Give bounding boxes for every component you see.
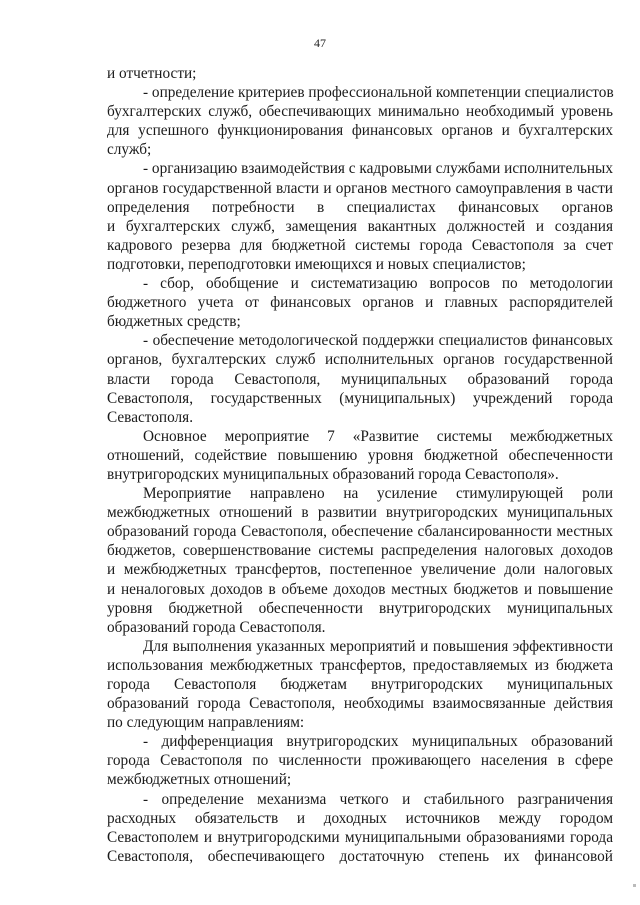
text-line: органов государственной власти и органов местного самоуправления в части (107, 179, 613, 197)
text-line: - обеспечение методологической поддержки специалистов финансовых (143, 332, 613, 350)
text-line: Севастополем и внутригородскими муниципальными образованиями города (107, 828, 613, 846)
text-line: Основное мероприятие 7 «Развитие системы межбюджетных (143, 427, 613, 445)
text-line: служб; (107, 141, 152, 159)
text-line: органов, бухгалтерских служб исполнительных органов государственной (107, 351, 613, 369)
text-line: определения потребности в специалистах финансовых органов (107, 198, 613, 216)
text-line: по следующим направлениям: (107, 714, 305, 732)
text-line: и бухгалтерских служб, замещения вакантных должностей и создания (107, 217, 613, 235)
text-line: бухгалтерских служб, обеспечивающих минимально необходимый уровень (107, 103, 613, 121)
text-line: и отчетности; (107, 65, 197, 82)
text-line: Для выполнения указанных мероприятий и повышения эффективности (143, 637, 613, 655)
text-line: образований города Севастополя. (107, 618, 326, 636)
text-line: Севастополя. (107, 408, 194, 426)
text-line: межбюджетных отношений в развитии внутригородских муниципальных (107, 504, 613, 522)
text-line: - определение критериев профессиональной компетенции специалистов (143, 84, 614, 102)
text-line: образований города Севастополя, необходимы взаимосвязанные действия (107, 695, 613, 713)
text-line: Мероприятие направлено на усиление стимулирующей роли (143, 485, 613, 503)
text-line: Севастополя, государственных (муниципальных) учреждений города (107, 389, 613, 407)
text-line: Севастополя, обеспечивающего достаточную степень их финансовой (107, 847, 613, 865)
text-line: - дифференциация внутригородских муниципальных образований (143, 733, 613, 751)
scan-artifact (633, 884, 636, 887)
text-line: межбюджетных отношений; (107, 771, 292, 789)
text-line: внутригородских муниципальных образований города Севастополя». (107, 465, 559, 483)
text-line: использования межбюджетных трансфертов, предоставляемых из бюджета (107, 656, 613, 674)
text-line: бюджетов, совершенствование системы распределения налоговых доходов (107, 542, 613, 560)
text-line: власти города Севастополя, муниципальных образований города (107, 370, 613, 388)
page-number: 47 (314, 36, 326, 50)
text-line: - сбор, обобщение и систематизацию вопросов по методологии (143, 275, 613, 293)
text-line: подготовки, переподготовки имеющихся и новых специалистов; (107, 255, 526, 273)
text-line: для успешного функционирования финансовых органов и бухгалтерских (107, 122, 613, 140)
text-line: отношений, содействие повышению уровня бюджетной обеспеченности (107, 446, 613, 464)
text-line: уровня бюджетной обеспеченности внутригородских муниципальных (107, 599, 613, 617)
document-body (107, 64, 613, 866)
text-line: расходных обязательств и доходных источников между городом (107, 809, 613, 827)
text-line: кадрового резерва для бюджетной системы города Севастополя за счет (107, 236, 613, 254)
text-line: города Севастополя бюджетам внутригородских муниципальных (107, 676, 613, 693)
text-line: бюджетного учета от финансовых органов и главных распорядителей (107, 294, 613, 312)
text-line: - определение механизма четкого и стабильного разграничения (143, 790, 613, 808)
text-line: и неналоговых доходов в объеме доходов местных бюджетов и повышение (107, 580, 613, 598)
text-line: бюджетных средств; (107, 313, 241, 331)
text-line: - организацию взаимодействия с кадровыми службами исполнительных (143, 160, 613, 178)
text-line: образований города Севастополя, обеспечение сбалансированности местных (107, 523, 613, 541)
text-line: и межбюджетных трансфертов, постепенное увеличение доли налоговых (107, 561, 613, 579)
text-line: города Севастополя по численности проживающего населения в сфере (107, 752, 613, 770)
